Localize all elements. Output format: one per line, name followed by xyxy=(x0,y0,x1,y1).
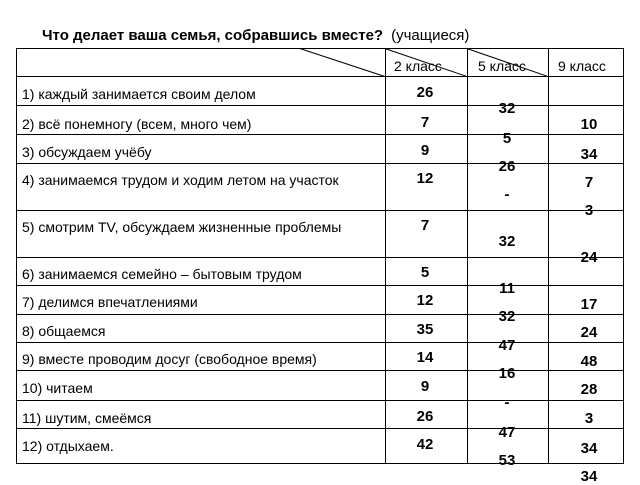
value-cell: - xyxy=(504,186,510,203)
title-question: Что делает ваша семья, собравшись вместе? xyxy=(42,27,384,44)
value-cell: 3 xyxy=(584,410,594,427)
row-label: 10) читаем xyxy=(22,380,93,396)
value-cell: 42 xyxy=(416,436,434,453)
value-cell: 26 xyxy=(498,158,516,175)
value-cell: 34 xyxy=(580,440,598,457)
column-divider xyxy=(467,48,468,464)
row-label: 8) общаемся xyxy=(22,323,106,339)
value-cell: 47 xyxy=(498,424,516,441)
value-cell: 10 xyxy=(580,116,598,133)
page-title xyxy=(42,27,469,44)
value-cell: 12 xyxy=(416,170,434,187)
value-cell: 34 xyxy=(580,146,598,163)
column-header-2: 2 класс xyxy=(394,58,442,74)
value-cell: 47 xyxy=(498,337,516,354)
value-cell: 34 xyxy=(580,468,598,485)
column-divider xyxy=(548,48,549,464)
row-divider xyxy=(16,210,624,211)
value-cell: - xyxy=(504,394,510,411)
value-cell: 35 xyxy=(416,321,434,338)
value-cell: 16 xyxy=(498,365,516,382)
value-cell: 7 xyxy=(420,114,430,131)
value-cell: 7 xyxy=(584,174,594,191)
value-cell: 24 xyxy=(580,249,598,266)
value-cell: 26 xyxy=(416,408,434,425)
row-label: 2) всё понемногу (всем, много чем) xyxy=(22,116,252,132)
column-divider xyxy=(385,48,386,464)
value-cell: 17 xyxy=(580,296,598,313)
value-cell: 32 xyxy=(498,233,516,250)
value-cell: 14 xyxy=(416,349,434,366)
value-cell: 24 xyxy=(580,324,598,341)
value-cell: 32 xyxy=(498,100,516,117)
row-label: 4) занимаемся трудом и ходим летом на участок xyxy=(22,172,339,188)
row-divider xyxy=(16,257,624,258)
value-cell: 9 xyxy=(420,142,430,159)
value-cell: 53 xyxy=(498,452,516,469)
value-cell: 48 xyxy=(580,353,598,370)
column-header-5: 5 класс xyxy=(478,58,526,74)
row-label: 11) шутим, смеёмся xyxy=(22,410,152,426)
row-label: 9) вместе проводим досуг (свободное время) xyxy=(22,351,317,367)
row-label: 5) смотрим TV, обсуждаем жизненные проблемы xyxy=(22,219,342,235)
value-cell: 7 xyxy=(420,217,430,234)
value-cell: 3 xyxy=(584,202,594,219)
value-cell: 32 xyxy=(498,308,516,325)
row-label: 6) занимаемся семейно – бытовым трудом xyxy=(22,266,302,282)
row-label: 1) каждый занимается своим делом xyxy=(22,86,256,102)
row-label: 3) обсуждаем учёбу xyxy=(22,144,152,160)
value-cell: 9 xyxy=(420,378,430,395)
value-cell: 11 xyxy=(499,280,515,297)
row-label: 12) отдыхаем. xyxy=(22,438,114,454)
value-cell: 26 xyxy=(416,84,434,101)
column-header-9: 9 класс xyxy=(558,58,606,74)
value-cell: 5 xyxy=(502,130,512,147)
value-cell: 5 xyxy=(420,264,430,281)
row-divider xyxy=(16,76,624,77)
row-label: 7) делимся впечатлениями xyxy=(22,294,198,310)
value-cell: 28 xyxy=(580,381,598,398)
title-note: (учащиеся) xyxy=(391,27,470,44)
value-cell: 12 xyxy=(416,292,434,309)
